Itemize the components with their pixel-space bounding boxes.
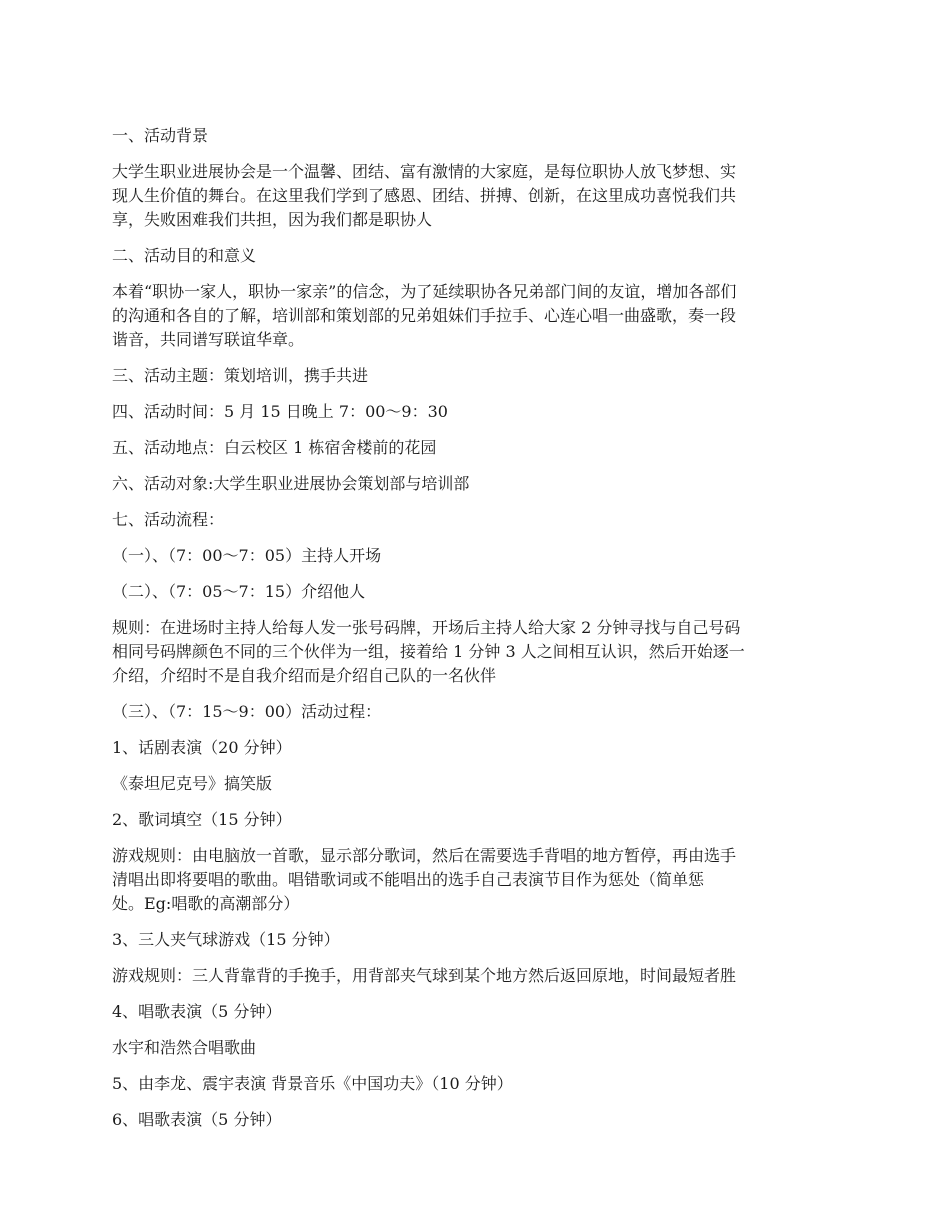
paragraph-line: 现人生价值的舞台。在这里我们学到了感恩、团结、拼搏、创新，在这里成功喜悦我们共 [112,186,737,205]
paragraph-line: 规则：在进场时主持人给每人发一张号码牌，开场后主持人给大家 2 分钟寻找与自己号码 [112,618,741,637]
introduction-rules [112,616,840,688]
balloon-game-rules: 游戏规则：三人背靠背的手挽手，用背部夹气球到某个地方然后返回原地，时间最短者胜 [112,966,737,985]
paragraph-line: 享，失败困难我们共担，因为我们都是职协人 [112,210,433,229]
paragraph-line: 的沟通和各自的了解，培训部和策划部的兄弟姐妹们手拉手、心连心唱一曲盛歌，奏一段 [112,306,737,325]
process-step-3: （三）、（7：15～9：00）活动过程： [112,702,382,721]
program-item-3: 3、三人夹气球游戏（15 分钟） [112,930,340,949]
purpose-paragraph [112,280,840,352]
program-item-5: 5、由李龙、震宇表演 背景音乐《中国功夫》（10 分钟） [112,1074,513,1093]
activity-location: 五、活动地点：白云校区 1 栋宿舍楼前的花园 [112,438,437,457]
section-heading-purpose: 二、活动目的和意义 [112,246,257,265]
lyrics-game-rules [112,844,840,916]
program-item-1: 1、话剧表演（20 分钟） [112,738,292,757]
program-item-1-desc: 《泰坦尼克号》搞笑版 [112,774,273,793]
activity-theme: 三、活动主题：策划培训，携手共进 [112,366,369,385]
program-item-4: 4、唱歌表演（5 分钟） [112,1002,282,1021]
program-item-6: 6、唱歌表演（5 分钟） [112,1110,282,1129]
paragraph-line: 处。Eg:唱歌的高潮部分） [112,894,300,913]
program-item-4-desc: 水宇和浩然合唱歌曲 [112,1038,257,1057]
activity-audience: 六、活动对象:大学生职业进展协会策划部与培训部 [112,474,470,493]
paragraph-line: 大学生职业进展协会是一个温馨、团结、富有激情的大家庭，是每位职协人放飞梦想、实 [112,162,737,181]
background-paragraph [112,160,840,232]
paragraph-line: 相同号码牌颜色不同的三个伙伴为一组，接着给 1 分钟 3 人之间相互认识，然后开始逐一 [112,642,745,661]
paragraph-line: 游戏规则：由电脑放一首歌，显示部分歌词，然后在需要选手背唱的地方暂停，再由选手 [112,846,737,865]
process-step-1: （一）、（7：00～7：05）主持人开场 [112,546,382,565]
document-page [112,124,840,1144]
paragraph-line: 谐音，共同谱写联谊华章。 [112,330,305,349]
section-heading-background: 一、活动背景 [112,126,209,145]
program-item-2: 2、歌词填空（15 分钟） [112,810,292,829]
paragraph-line: 介绍，介绍时不是自我介绍而是介绍自己队的一名伙伴 [112,666,497,685]
activity-time: 四、活动时间：5 月 15 日晚上 7：00～9：30 [112,402,448,421]
paragraph-line: 本着“职协一家人，职协一家亲”的信念，为了延续职协各兄弟部门间的友谊，增加各部们 [112,282,737,301]
process-step-2: （二）、（7：05～7：15）介绍他人 [112,582,366,601]
paragraph-line: 清唱出即将要唱的歌曲。唱错歌词或不能唱出的选手自己表演节目作为惩处（简单惩 [112,870,705,889]
section-heading-process: 七、活动流程： [112,510,225,529]
